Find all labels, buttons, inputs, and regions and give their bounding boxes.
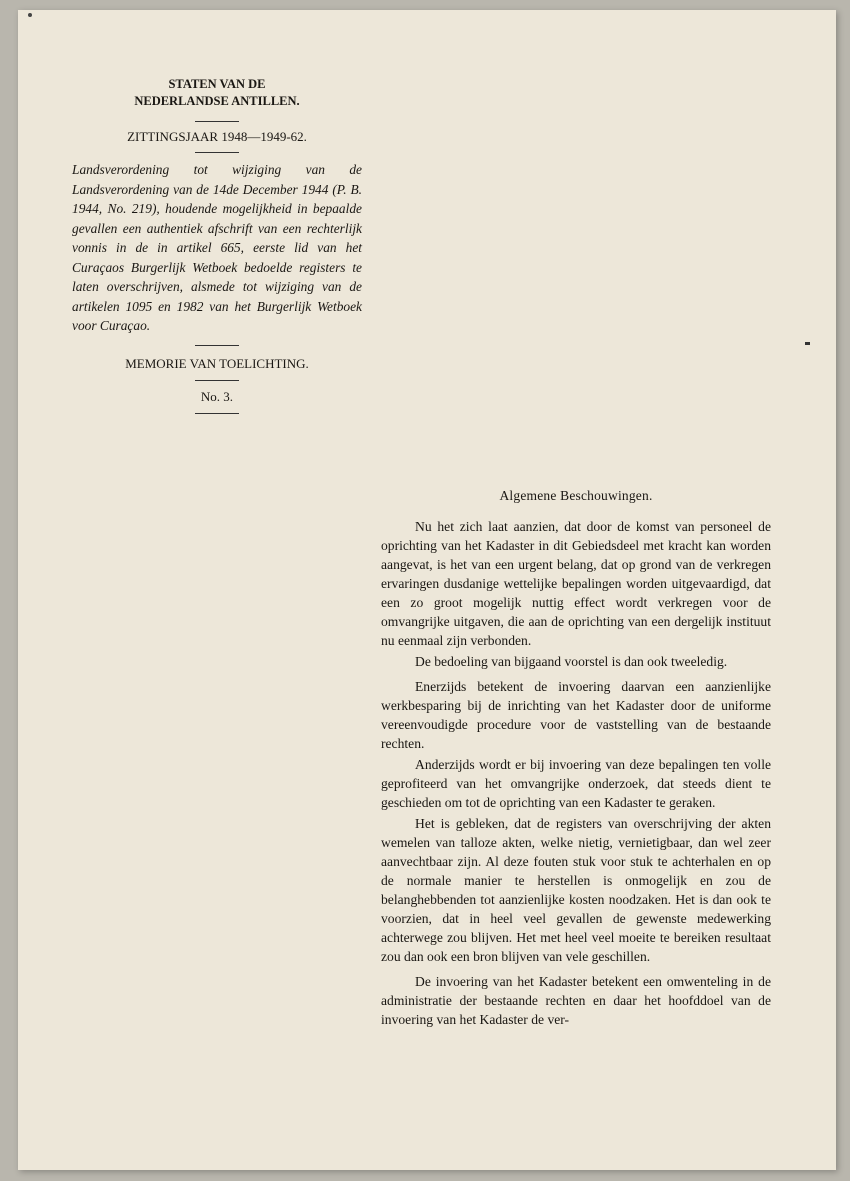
speck: [28, 13, 32, 17]
memorie-label: MEMORIE VAN TOELICHTING.: [125, 355, 309, 371]
margin-mark: [805, 342, 810, 345]
body-paragraph: Nu het zich laat aanzien, dat door de komst van personeel de oprichting van het Kadaster in dit Gebiedsdeel met kracht kan worden aangevat, is het van een urgent belang, dat op grond van de verkregen ervaringen dusdanige wettelijke bepalingen worden uitgevaardigd, dat een zo groot mogelijk nuttig effect wordt verkregen voor de omvangrijke uitgaven, die aan de oprichting van een dergelijk instituut nu eenmaal zijn verbonden.: [381, 519, 771, 648]
divider: [195, 413, 239, 414]
bill-title: Landsverordening tot wijziging van de Landsverordening van de 14de December 1944 (P. B. 1944, No. 219), houdende mogelijkheid in bepaalde gevallen een authentiek afschrift van een rechterlijk vonnis in de in artikel 665, eerste lid van het Curaçaos Burgerlijk Wetboek bedoelde registers te laten overschrijven, alsmede tot wijziging van de artikelen 1095 en 1982 van het Burgerlijk Wetboek voor Curaçao.: [72, 162, 362, 333]
divider: [195, 152, 239, 153]
document-page: [18, 10, 836, 1170]
body-paragraph: Enerzijds betekent de invoering daarvan een aanzienlijke werkbesparing bij de inrichting van het Kadaster door de uniforme vereenvoudigde procedure voor de vaststelling van de bestaande rechten.: [381, 679, 771, 751]
divider: [195, 380, 239, 381]
divider: [195, 121, 239, 122]
body-paragraph: De invoering van het Kadaster betekent een omwenteling in de administratie der bestaande rechten en daar het hoofddoel van de invoering van het Kadaster de ver-: [381, 974, 771, 1027]
body-column: [381, 486, 771, 1031]
body-paragraph: Anderzijds wordt er bij invoering van deze bepalingen ten volle geprofiteerd van het omvangrijke onderzoek, dat steeds dient te geschieden om tot de oprichting van een Kadaster te geraken.: [381, 757, 771, 810]
left-column: [72, 76, 362, 421]
session-year: ZITTINGSJAAR 1948—1949-62.: [127, 129, 307, 144]
memorie-number: No. 3.: [200, 388, 234, 404]
header-line-2: NEDERLANDSE ANTILLEN.: [134, 94, 300, 108]
section-heading: Algemene Beschouwingen.: [499, 488, 653, 503]
header-line-1: STATEN VAN DE: [168, 77, 266, 91]
body-paragraph: De bedoeling van bijgaand voorstel is dan ook tweeledig.: [415, 654, 728, 669]
body-paragraph: Het is gebleken, dat de registers van overschrijving der akten wemelen van talloze akten, welke nietig, vernietigbaar, dan wel zeer aanvechtbaar zijn. Al deze fouten stuk voor stuk te achterhalen en op de normale manier te herstellen is onmogelijk en zou de belanghebbenden tot aanzienlijke kosten noodzaken. Het is dan ook te voorzien, dat in heel veel gevallen de gewenste medewerking achterwege zou blijven. Het met heel veel moeite te bereiken resultaat zou dan ook een bron blijven van vele geschillen.: [381, 816, 771, 964]
divider: [195, 345, 239, 346]
